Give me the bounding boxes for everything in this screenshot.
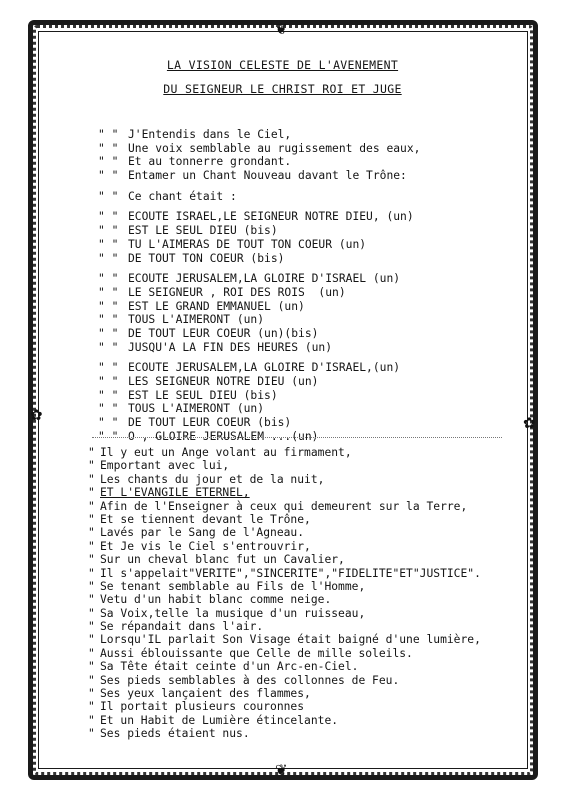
- vision-line-text: Les chants du jour et de la nuit,: [100, 472, 325, 486]
- song-line-text: DE TOUT TON COEUR (bis): [128, 251, 285, 265]
- quote-mark: " ": [98, 416, 119, 430]
- quote-mark: ": [88, 700, 95, 714]
- vision-line-text: Se répandait dans l'air.: [100, 620, 264, 634]
- song-line-text: J'Entendis dans le Ciel,: [128, 128, 292, 141]
- song-line-text: LES SEIGNEUR NOTRE DIEU (un): [128, 375, 319, 388]
- quote-mark: ": [88, 713, 95, 727]
- vision-line-text: Ses pieds étaient nus.: [100, 727, 250, 741]
- vision-line-text: Et un Habit de Lumière étincelante.: [100, 713, 339, 727]
- song-line-text: Entamer un Chant Nouveau davant le Trône:: [128, 169, 407, 183]
- vision-line-text: Afin de l'Enseigner à ceux qui demeurent sur la Terre,: [100, 499, 468, 513]
- quote-mark: ": [88, 593, 95, 607]
- song-line-text: EST LE SEUL DIEU (bis): [128, 388, 278, 402]
- quote-mark: ": [88, 633, 95, 647]
- quote-mark: " ": [98, 272, 119, 286]
- song-line-text: ECOUTE ISRAEL,LE SEIGNEUR NOTRE DIEU, (un): [128, 210, 414, 224]
- vision-line-text: Vetu d'un habit blanc comme neige.: [100, 593, 332, 607]
- quote-mark: " ": [98, 155, 119, 169]
- title-line-2: DU SEIGNEUR LE CHRIST ROI ET JUGE: [163, 82, 402, 96]
- vision-line-text: Lorsqu'IL parlait Son Visage était baigné d'une lumière,: [100, 633, 481, 647]
- song-line-text: LE SEIGNEUR , ROI DES ROIS (un): [128, 285, 346, 299]
- top-ornament-icon: ❦: [275, 20, 288, 38]
- section-divider: [92, 437, 502, 438]
- quote-mark: ": [88, 553, 95, 567]
- song-line-text: DE TOUT LEUR COEUR (bis): [128, 416, 292, 430]
- quote-mark: ": [88, 566, 95, 580]
- vision-line-text: Ses pieds semblables à des collonnes de Feu.: [100, 673, 400, 687]
- title-line-1: LA VISION CELESTE DE L'AVENEMENT: [166, 58, 399, 72]
- quote-mark: ": [88, 606, 95, 620]
- quote-mark: " ": [98, 210, 119, 224]
- quote-mark: " ": [98, 251, 119, 265]
- quote-mark: " ": [98, 429, 119, 443]
- quote-mark: ": [88, 459, 95, 473]
- vision-line-text: Il y eut un Ange volant au firmament,: [100, 446, 352, 459]
- song-line-text: TOUS L'AIMERONT (un): [128, 402, 265, 416]
- quote-mark: ": [88, 673, 95, 687]
- quote-mark: " ": [98, 326, 119, 340]
- left-ornament-icon: ✿: [30, 406, 43, 424]
- song-line-text: JUSQU'A LA FIN DES HEURES (un): [128, 340, 333, 354]
- quote-mark: ": [88, 646, 95, 660]
- quote-mark: ": [88, 486, 95, 500]
- quote-mark: ": [88, 579, 95, 593]
- vision-line-text: Se tenant semblable au Fils de l'Homme,: [100, 579, 366, 593]
- vision-line-text: Et se tiennent devant le Trône,: [100, 512, 311, 526]
- quote-mark: " ": [98, 128, 119, 141]
- quote-mark: " ": [98, 141, 119, 155]
- song-line-text: Une voix semblable au rugissement des eaux,: [128, 141, 421, 155]
- vision-line-text: Ses yeux lançaient des flammes,: [100, 687, 311, 701]
- quote-mark: " ": [98, 224, 119, 238]
- vision-line-text: Aussi éblouissante que Celle de mille soleils.: [100, 646, 413, 660]
- song-line-text: EST LE GRAND EMMANUEL (un): [128, 299, 305, 313]
- song-line-text: TOUS L'AIMERONT (un): [128, 313, 265, 327]
- song-line-text: ECOUTE JERUSALEM,LA GLOIRE D'ISRAEL,(un): [128, 361, 401, 375]
- quote-mark: " ": [98, 361, 119, 375]
- vision-line-text: Et Je vis le Ciel s'entrouvrir,: [100, 539, 311, 553]
- vision-line-text: Sur un cheval blanc fut un Cavalier,: [100, 553, 345, 567]
- bottom-ornament-icon: ❦: [275, 761, 288, 779]
- quote-mark: ": [88, 620, 95, 634]
- vision-line-text: Sa Voix,telle la musique d'un ruisseau,: [100, 606, 366, 620]
- vision-line-text: Emportant avec lui,: [100, 459, 230, 473]
- right-ornament-icon: ✿: [523, 414, 536, 432]
- song-line-text: EST LE SEUL DIEU (bis): [128, 224, 278, 238]
- quote-mark: ": [88, 512, 95, 526]
- song-line-text: O , GLOIRE JERUSALEM ...(un): [128, 429, 319, 443]
- quote-mark: " ": [98, 313, 119, 327]
- quote-mark: " ": [98, 237, 119, 251]
- quote-mark: ": [88, 539, 95, 553]
- song-line-text: Ce chant était :: [128, 189, 237, 203]
- quote-mark: " ": [98, 299, 119, 313]
- quote-mark: " ": [98, 169, 119, 183]
- vision-line-text: Lavés par le Sang de l'Agneau.: [100, 526, 305, 540]
- quote-mark: " ": [98, 402, 119, 416]
- quote-mark: ": [88, 727, 95, 741]
- quote-mark: " ": [98, 388, 119, 402]
- quote-mark: " ": [98, 285, 119, 299]
- quote-mark: ": [88, 446, 95, 459]
- song-line-text: ECOUTE JERUSALEM,LA GLOIRE D'ISRAEL (un): [128, 272, 401, 286]
- vision-line-text: ET L'EVANGILE ETERNEL,: [100, 486, 250, 500]
- quote-mark: " ": [98, 189, 119, 203]
- song-line-text: DE TOUT LEUR COEUR (un)(bis): [128, 326, 319, 340]
- vision-line-text: Il portait plusieurs couronnes: [100, 700, 305, 714]
- quote-mark: ": [88, 687, 95, 701]
- vision-line-text: Sa Tête était ceinte d'un Arc-en-Ciel.: [100, 660, 359, 674]
- quote-mark: ": [88, 660, 95, 674]
- quote-mark: " ": [98, 340, 119, 354]
- quote-mark: ": [88, 526, 95, 540]
- quote-mark: ": [88, 472, 95, 486]
- vision-line-text: Il s'appelait"VERITE","SINCERITE","FIDELITE"ET"JUSTICE".: [100, 566, 481, 580]
- song-line-text: TU L'AIMERAS DE TOUT TON COEUR (un): [128, 237, 367, 251]
- quote-mark: ": [88, 499, 95, 513]
- quote-mark: " ": [98, 375, 119, 388]
- song-line-text: Et au tonnerre grondant.: [128, 155, 292, 169]
